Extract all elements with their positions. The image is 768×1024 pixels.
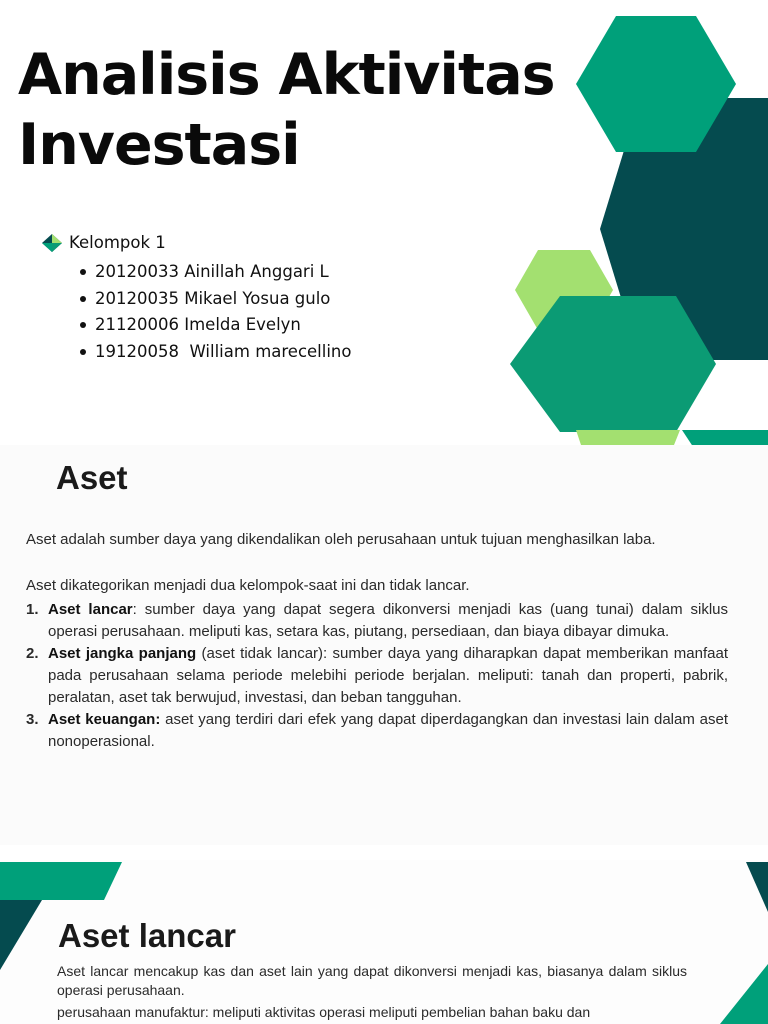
list-item: 20120035 Mikael Yosua gulo [80,286,351,313]
bullet-dot-icon [80,322,86,328]
top-left-stripe [0,862,122,900]
bottom-light-hexagon [576,430,680,445]
bullet-dot-icon [80,296,86,302]
group-label: Kelompok 1 [69,233,166,252]
slide-title [18,40,578,180]
list-item: 20120033 Ainillah Anggari L [80,259,351,286]
aset-heading: Aset [56,459,128,496]
bullet-dot-icon [80,269,86,275]
term: Aset lancar [48,601,133,618]
aset-definition: Aset adalah sumber daya yang dikendalikan oleh perusahaan untuk tujuan menghasilkan laba. [26,531,656,548]
aset-slide [0,445,768,845]
bottom-teal-hexagon [682,430,768,445]
list-item: 19120058 William marecellino [80,339,351,366]
title-slide [0,0,768,445]
group-heading [42,233,166,252]
kite-bullet-icon [42,234,62,252]
aset-lancar-heading: Aset lancar [58,917,236,954]
aset-lancar-definition: Aset lancar mencakup kas dan aset lain yang dapat dikonversi menjadi kas, biasanya dalam siklus operasi perusahaan. [57,963,687,998]
aset-lancar-slide [0,860,768,1024]
member-list [80,259,351,365]
bullet-dot-icon [80,349,86,355]
hexagon-decoration [500,0,768,445]
term: Aset jangka panjang [48,645,197,662]
aset-list [26,599,728,753]
bottom-right-teal-wedge [720,964,768,1024]
title-line-2: Investasi [18,112,300,178]
list-item: 3. Aset keuangan: aset yang terdiri dari efek yang dapat diperdagangkan dan investasi lain dalam aset nonoperasional. [26,711,728,750]
list-item: 21120006 Imelda Evelyn [80,312,351,339]
term: Aset keuangan: [48,711,161,728]
list-item: 2. Aset jangka panjang (aset tidak lancar): sumber daya yang diharapkan dapat memberikan manfaat pada perusahaan selama periode melebihi periode berjalan. meliputi: tanah dan properti, pabrik, peralatan, aset tak berwujud, investasi, dan beban tangguhan. [26,645,728,706]
list-item: 1. Aset lancar: sumber daya yang dapat segera dikonversi menjadi kas (uang tunai) dalam siklus operasi perusahaan. meliputi kas, setara kas, piutang, persediaan, dan biaya dibayar dimuka. [26,601,728,640]
left-dark-wedge [0,900,42,970]
aset-categories: Aset dikategorikan menjadi dua kelompok-saat ini dan tidak lancar. [26,577,470,594]
aset-lancar-manufaktur: perusahaan manufaktur: meliputi aktivitas operasi meliputi pembelian bahan baku dan [57,1004,591,1020]
title-line-1: Analisis Aktivitas [18,42,555,108]
top-right-dark-wedge [746,862,768,912]
